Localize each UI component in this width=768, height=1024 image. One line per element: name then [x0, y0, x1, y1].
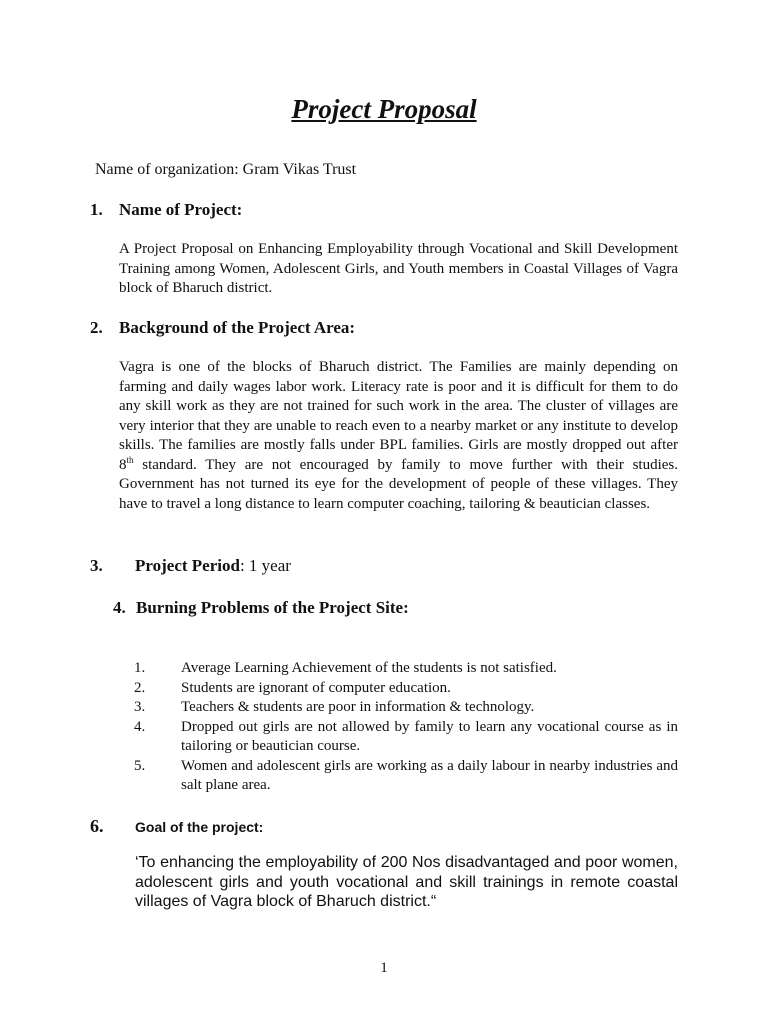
section-2-body [119, 358, 678, 514]
section-4-title: Burning Problems of the Project Site: [136, 598, 409, 617]
section-2-title: Background of the Project Area: [119, 318, 356, 337]
problems-list [134, 659, 678, 796]
section-2-body-part2: standard. They are not encouraged by family to move further with their studies. Government has not turned its eye for the development of people of these villages. They have to travel a long distance to learn computer coaching, tailoring & beautician classes. [119, 456, 678, 512]
organization-name: Name of organization: Gram Vikas Trust [95, 161, 357, 178]
section-3-value: : 1 year [239, 556, 291, 575]
list-item-text: Teachers & students are poor in information & technology. [181, 699, 535, 715]
page-number: 1 [380, 960, 388, 976]
goal-statement: ‘To enhancing the employability of 200 Nos disadvantaged and poor women, adolescent girls and youth vocational and skill trainings in remote coastal villages of Vagra block of Bharuch district.“ [135, 854, 678, 910]
list-item-number: 4. [134, 718, 146, 735]
list-item-number: 1. [134, 660, 146, 676]
section-1-title: Name of Project: [119, 200, 243, 219]
list-item-number: 2. [134, 679, 146, 696]
list-item [134, 698, 678, 718]
section-3-title: Project Period [135, 556, 240, 575]
section-6-number: 6. [90, 816, 104, 836]
section-2-body-part1: Vagra is one of the blocks of Bharuch district. The Families are mainly depending on farming and daily wages labor work. Literacy rate is poor and it is difficult for them to do any skill work as they are not trained for such work in the area. The cluster of villages are very interior that they are unable to reach even to a nearby market or any institute to develop skills. The families are mostly falls under BPL families. Girls are mostly dropped out after 8 [119, 359, 678, 473]
list-item [134, 757, 678, 796]
section-4-heading [113, 597, 409, 619]
list-item-number: 5. [134, 757, 146, 774]
section-1-number: 1. [90, 200, 103, 219]
section-3-heading [90, 555, 291, 577]
list-item-text: Women and adolescent girls are working as a daily labour in nearby industries and salt plane area. [181, 757, 678, 793]
section-2-body-sup: th [126, 454, 134, 465]
page-title: Project Proposal [291, 94, 477, 124]
list-item-text: Average Learning Achievement of the students is not satisfied. [181, 660, 557, 676]
section-1-heading [90, 199, 243, 221]
section-4-number: 4. [113, 598, 126, 617]
section-3-number: 3. [90, 556, 103, 575]
list-item [134, 679, 678, 699]
list-item-number: 3. [134, 699, 146, 715]
list-item-text: Dropped out girls are not allowed by family to learn any vocational course as in tailoring or beautician course. [181, 718, 678, 754]
list-item-text: Students are ignorant of computer education. [181, 679, 451, 696]
section-1-body: A Project Proposal on Enhancing Employability through Vocational and Skill Development Training among Women, Adolescent Girls, and Youth members in Coastal Villages of Vagra block of Bharuch district. [119, 241, 678, 296]
list-item [134, 718, 678, 757]
section-6-title: Goal of the project: [135, 819, 264, 835]
section-2-heading [90, 317, 356, 339]
list-item [134, 659, 678, 679]
section-2-number: 2. [90, 318, 103, 337]
